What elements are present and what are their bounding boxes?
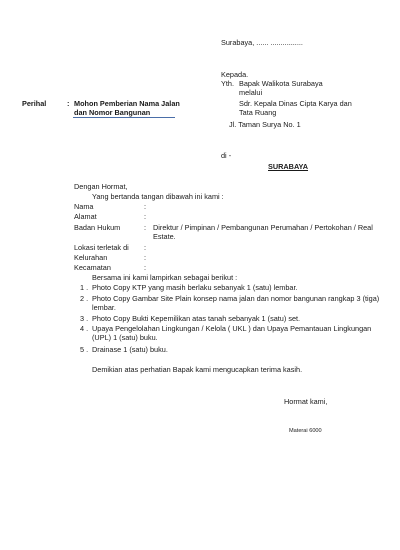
attachment-num: 3 . [80,314,89,323]
signature-salutation: Hormat kami, [284,397,328,406]
addressee-line-3: Sdr. Kepala Dinas Cipta Karya dan [239,99,352,108]
perihal-underline [73,117,175,118]
attachment-text: Upaya Pengelolahan Lingkungan / Kelola ( UKL ) dan Upaya Pemantauan Lingkungan (UPL) 1 (satu) buku. [92,324,372,342]
greeting: Dengan Hormat, [74,182,128,191]
field-colon-alamat: : [144,212,147,221]
di-label: di - [221,151,232,160]
field-colon-nama: : [144,202,147,211]
addressee-line-1: Bapak Walikota Surabaya [239,79,323,88]
perihal-label: Perihal [22,99,47,108]
addressee-line-2: melalui [239,88,263,97]
field-colon-kecamatan: : [144,263,147,272]
attachment-text: Photo Copy Gambar Site Plain konsep nama jalan dan nomor bangunan rangkap 3 (tiga) lembar. [92,294,380,312]
perihal-colon: : [67,99,70,108]
field-label-kelurahan: Kelurahan [74,253,108,262]
attachment-num: 1 . [80,283,89,292]
closing-text: Demikian atas perhatian Bapak kami mengucapkan terima kasih. [92,365,303,374]
attachment-num: 2 . [80,294,89,303]
field-label-alamat: Alamat [74,212,97,221]
attachment-text: Photo Copy Bukti Kepemilikan atas tanah sebanyak 1 (satu) set. [92,314,301,323]
kepada-label: Kepada. [221,70,249,79]
perihal-line-2: dan Nomor Bangunan [74,108,151,117]
field-value-badan-hukum: Direktur / Pimpinan / Pembangunan Perumahan / Pertokohan / Real Estate. [153,223,373,241]
city-date: Surabaya, ...... ................ [221,38,303,47]
attachment-text: Photo Copy KTP yang masih berlaku sebanyak 1 (satu) lembar. [92,283,298,292]
field-label-lokasi: Lokasi terletak di [74,243,129,252]
field-label-badan-hukum: Badan Hukum [74,223,121,232]
field-colon-badan-hukum: : [144,223,147,232]
addressee-line-4: Tata Ruang [239,108,277,117]
attachment-num: 4 . [80,324,89,333]
field-label-kecamatan: Kecamatan [74,263,111,272]
field-colon-kelurahan: : [144,253,147,262]
attachments-intro: Bersama ini kami lampirkan sebagai berikut : [92,273,238,282]
field-label-nama: Nama [74,202,94,211]
addressee-street: Jl. Taman Surya No. 1 [229,120,301,129]
destination-city: SURABAYA [268,162,309,171]
attachment-text: Drainase 1 (satu) buku. [92,345,168,354]
perihal-line-1: Mohon Pemberian Nama Jalan [74,99,180,108]
materai-stamp-label: Materai 6000 [289,428,322,434]
intro-text: Yang bertanda tangan dibawah ini kami : [92,192,224,201]
attachment-num: 5 . [80,345,89,354]
field-colon-lokasi: : [144,243,147,252]
yth-label: Yth. [221,79,234,88]
